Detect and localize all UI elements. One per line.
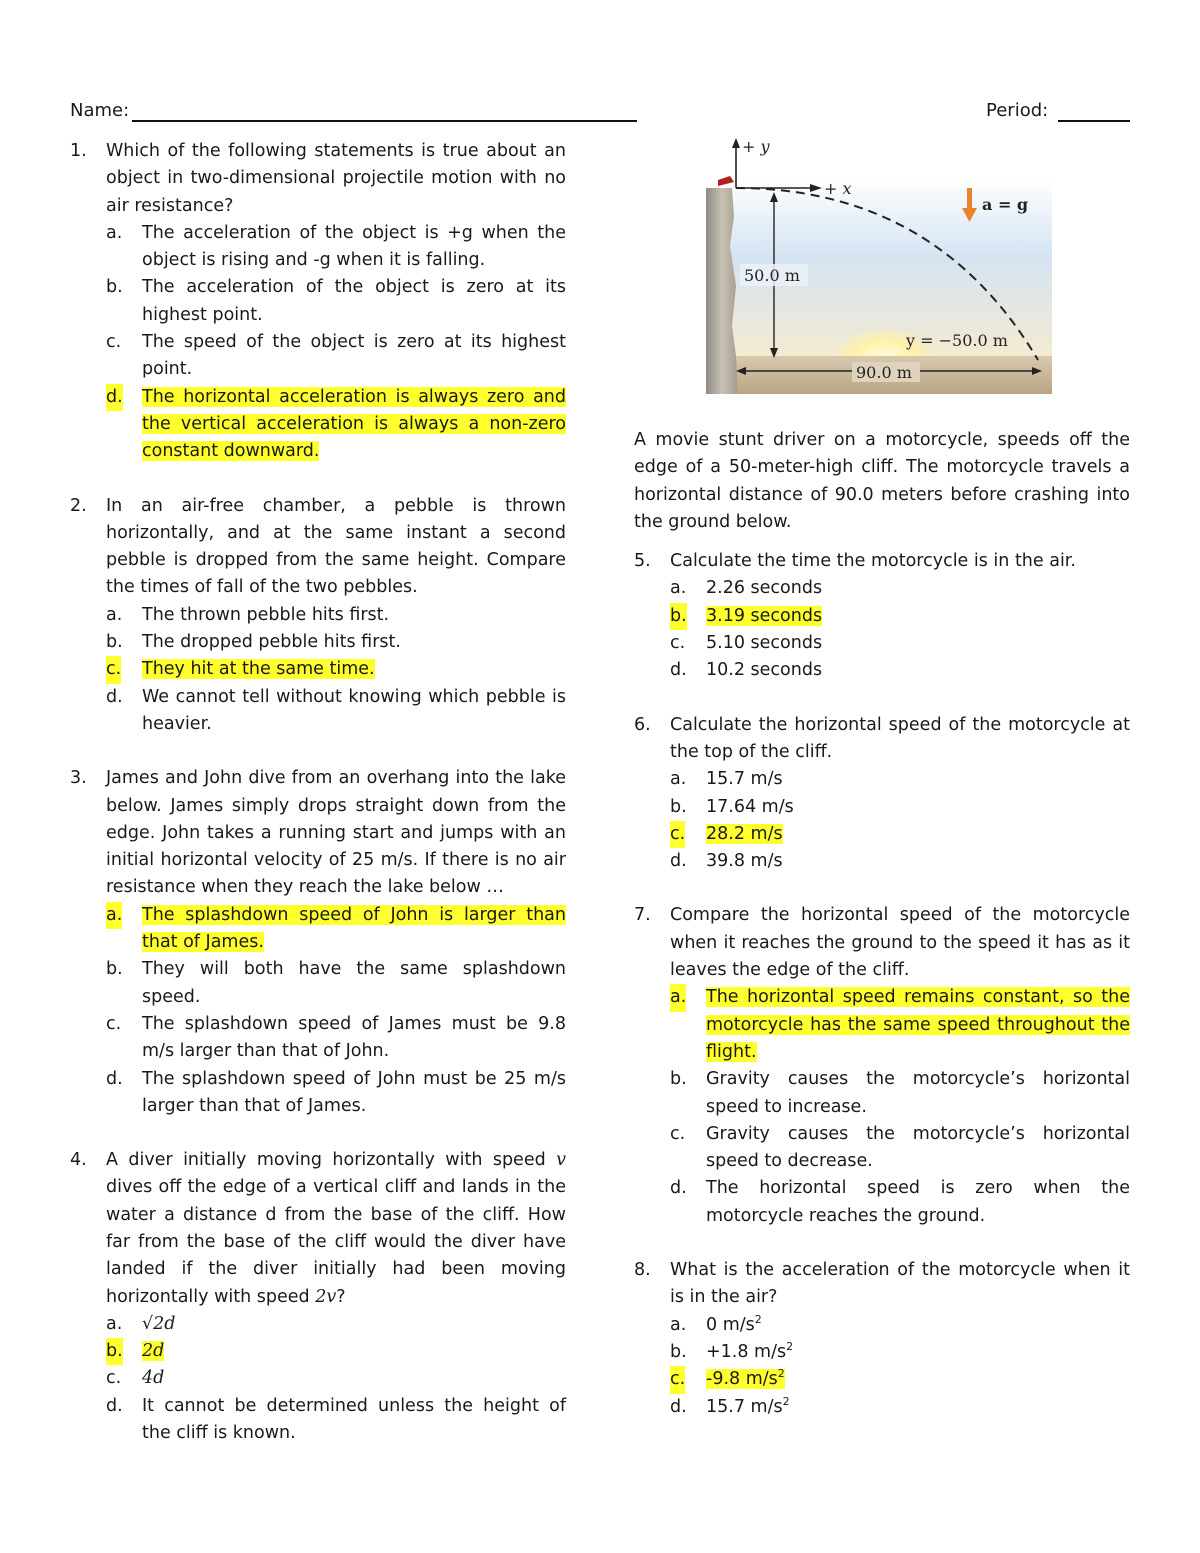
option-text: -9.8 m/s xyxy=(706,1369,778,1390)
option-d xyxy=(670,848,1130,875)
period-label: Period: xyxy=(986,100,1049,121)
option-text: The acceleration of the object is zero at its highest point. xyxy=(142,277,566,325)
option-d xyxy=(670,1394,1130,1421)
option-c xyxy=(106,1011,566,1066)
option-letter: c. xyxy=(106,656,121,683)
question-3 xyxy=(70,765,566,1120)
question-number: 7. xyxy=(634,905,651,926)
option-d xyxy=(106,684,566,739)
question-number: 8. xyxy=(634,1260,651,1281)
option-letter: a. xyxy=(106,604,123,625)
option-text: 10.2 seconds xyxy=(706,660,823,681)
option-text: 5.10 seconds xyxy=(706,633,823,654)
question-text: In an air-free chamber, a pebble is thrown horizontally, and at the same instant a second pebble is dropped from the same height. Compare the times of fall of the two pebbles. xyxy=(106,495,566,598)
option-letter: c. xyxy=(106,1013,122,1034)
question-text-part: ? xyxy=(336,1286,346,1307)
answer-highlight: 2d xyxy=(142,1341,165,1362)
height-label: 50.0 m xyxy=(744,266,800,285)
option-letter: a. xyxy=(670,769,687,790)
option-letter: b. xyxy=(106,632,123,653)
option-letter: d. xyxy=(106,1068,123,1089)
option-text: The horizontal speed is zero when the motorcycle reaches the ground. xyxy=(706,1178,1130,1226)
question-number: 1. xyxy=(70,141,87,161)
option-letter: b. xyxy=(670,1069,687,1090)
name-label: Name: xyxy=(70,100,130,121)
option-list xyxy=(670,575,1130,684)
option-list xyxy=(106,602,566,738)
question-1 xyxy=(70,138,566,466)
option-d xyxy=(106,1066,566,1121)
question-number: 5. xyxy=(634,551,651,572)
question-8 xyxy=(634,1257,1130,1421)
option-text: Gravity causes the motorcycle’s horizontal speed to increase. xyxy=(706,1069,1130,1117)
landing-label: y = −50.0 m xyxy=(906,331,1008,350)
option-a xyxy=(670,1312,1130,1339)
question-number: 4. xyxy=(70,1150,87,1171)
option-letter: a. xyxy=(106,222,123,243)
question-text: Calculate the time the motorcycle is in the air. xyxy=(670,551,1076,572)
option-text: 17.64 m/s xyxy=(706,796,794,817)
answer-highlight: The splashdown speed of John is larger than that of James. xyxy=(142,904,566,953)
question-number: 2. xyxy=(70,495,87,516)
option-a xyxy=(670,766,1130,793)
option-list xyxy=(106,902,566,1120)
option-letter: d. xyxy=(106,384,123,411)
answer-highlight: 3.19 seconds xyxy=(706,605,823,626)
question-number: 6. xyxy=(634,714,651,735)
option-d xyxy=(106,1393,566,1448)
answer-highlight: The horizontal acceleration is always zero and the vertical acceleration is always a non-zero constant downward. xyxy=(142,386,566,462)
question-text: What is the acceleration of the motorcycle when it is in the air? xyxy=(670,1260,1130,1308)
question-text: Which of the following statements is true about an object in two-dimensional projectile motion with no air resistance? xyxy=(106,141,566,216)
option-list xyxy=(670,984,1130,1230)
option-letter: d. xyxy=(106,686,123,707)
x-axis-label: + x xyxy=(824,179,852,198)
option-c xyxy=(106,329,566,384)
option-d xyxy=(670,657,1130,684)
option-letter: a. xyxy=(106,902,122,929)
option-letter: c. xyxy=(106,332,122,353)
acceleration-label: a = g xyxy=(982,195,1029,214)
option-list xyxy=(670,766,1130,875)
question-6 xyxy=(634,712,1130,876)
question-text: James and John dive from an overhang into the lake below. James simply drops straight down from the edge. John takes a running start and jumps with an initial horizontal velocity of 25 m/s. If there is no air resistance when they reach the lake below … xyxy=(106,768,566,898)
option-letter: a. xyxy=(670,1314,687,1335)
acceleration-arrow-shaft xyxy=(967,188,972,210)
option-letter: a. xyxy=(106,1313,123,1334)
option-b xyxy=(670,1066,1130,1121)
option-text: It cannot be determined unless the height of the cliff is known. xyxy=(142,1395,566,1444)
exponent: 2 xyxy=(782,1394,790,1408)
option-d-answer xyxy=(106,384,566,466)
option-letter: d. xyxy=(670,660,687,681)
option-letter: c. xyxy=(670,821,685,848)
question-text: Compare the horizontal speed of the motorcycle when it reaches the ground to the speed it has as it leaves the edge of the cliff. xyxy=(670,905,1130,981)
exponent: 2 xyxy=(786,1339,794,1353)
option-d xyxy=(670,1175,1130,1230)
option-a xyxy=(106,220,566,275)
y-axis-arrow xyxy=(732,138,740,148)
question-text-part: dives off the edge of a vertical cliff and lands in the water a distance d from the base of the cliff. How far from the base of the cliff would the diver have landed if the diver initially had been moving horizontally with speed xyxy=(106,1177,566,1307)
option-c-answer xyxy=(670,821,1130,848)
option-list xyxy=(670,1312,1130,1421)
math-variable-v: v xyxy=(556,1150,566,1171)
option-b xyxy=(670,794,1130,821)
option-c-answer xyxy=(106,656,566,683)
option-letter: b. xyxy=(106,959,123,980)
option-text: The speed of the object is zero at its highest point. xyxy=(142,332,566,380)
answer-highlight xyxy=(706,1369,785,1389)
option-text: Gravity causes the motorcycle’s horizontal speed to decrease. xyxy=(706,1123,1130,1172)
option-a xyxy=(106,602,566,629)
option-text: 15.7 m/s xyxy=(706,1396,783,1417)
name-blank-line xyxy=(132,120,637,122)
option-text: 2.26 seconds xyxy=(706,578,823,599)
answer-highlight: The horizontal speed remains constant, so the motorcycle has the same speed throughout the flight. xyxy=(706,987,1130,1062)
scenario-intro: A movie stunt driver on a motorcycle, speeds off the edge of a 50-meter-high cliff. The motorcycle travels a horizontal distance of 90.0 meters before crashing into the ground below. xyxy=(634,430,1130,532)
option-list xyxy=(106,220,566,466)
option-text: +1.8 m/s xyxy=(706,1341,787,1362)
option-letter: c. xyxy=(670,633,686,654)
option-b-answer xyxy=(670,603,1130,630)
option-letter: a. xyxy=(670,578,687,599)
option-math: √2d xyxy=(142,1313,176,1334)
diagram-svg xyxy=(706,136,1052,394)
option-math: 4d xyxy=(142,1368,165,1389)
option-letter: c. xyxy=(106,1368,122,1389)
option-text: The splashdown speed of John must be 25 m/s larger than that of James. xyxy=(142,1068,566,1116)
option-letter: b. xyxy=(670,603,687,630)
option-c xyxy=(670,630,1130,657)
option-text: The acceleration of the object is +g when the object is rising and -g when it is falling. xyxy=(142,222,566,271)
option-a-answer xyxy=(670,984,1130,1066)
option-b-answer xyxy=(106,1338,566,1365)
exponent: 2 xyxy=(754,1312,762,1326)
option-letter: b. xyxy=(106,277,123,298)
option-letter: d. xyxy=(670,1178,687,1199)
option-text: The thrown pebble hits first. xyxy=(142,604,390,625)
option-text: The dropped pebble hits first. xyxy=(142,632,401,653)
option-text: 15.7 m/s xyxy=(706,769,783,790)
option-letter: d. xyxy=(670,1396,687,1417)
option-letter: b. xyxy=(670,796,687,817)
option-letter: d. xyxy=(106,1395,123,1416)
option-letter: b. xyxy=(106,1338,123,1365)
option-a xyxy=(106,1311,566,1338)
option-letter: d. xyxy=(670,851,687,872)
question-7 xyxy=(634,902,1130,1230)
distance-label: 90.0 m xyxy=(856,363,912,382)
option-a-answer xyxy=(106,902,566,957)
answer-highlight: 28.2 m/s xyxy=(706,823,783,844)
question-4 xyxy=(70,1147,566,1447)
question-text xyxy=(106,1147,566,1311)
math-variable-2v: 2v xyxy=(315,1286,337,1307)
option-a xyxy=(670,575,1130,602)
left-column xyxy=(70,138,566,1474)
option-text: 39.8 m/s xyxy=(706,851,783,872)
option-letter: c. xyxy=(670,1366,685,1393)
option-text: We cannot tell without knowing which pebble is heavier. xyxy=(142,686,566,734)
answer-highlight: They hit at the same time. xyxy=(142,659,375,680)
option-b xyxy=(106,629,566,656)
y-axis-label: + y xyxy=(742,137,770,156)
option-letter: c. xyxy=(670,1123,686,1144)
question-text-part: A diver initially moving horizontally with speed xyxy=(106,1150,557,1171)
period-blank-line xyxy=(1058,120,1130,122)
projectile-diagram xyxy=(706,136,1052,394)
option-c-answer xyxy=(670,1366,1130,1393)
question-text: Calculate the horizontal speed of the motorcycle at the top of the cliff. xyxy=(670,714,1130,762)
cliff xyxy=(706,188,738,394)
question-number: 3. xyxy=(70,768,87,789)
option-b xyxy=(670,1339,1130,1366)
worksheet-header xyxy=(70,100,1132,126)
exponent: 2 xyxy=(777,1367,785,1381)
option-list xyxy=(106,1311,566,1447)
option-b xyxy=(106,956,566,1011)
option-text: The splashdown speed of James must be 9.8 m/s larger than that of John. xyxy=(142,1013,566,1062)
option-letter: a. xyxy=(670,984,686,1011)
option-letter: b. xyxy=(670,1341,687,1362)
option-b xyxy=(106,274,566,329)
option-text: 0 m/s xyxy=(706,1314,755,1335)
question-2 xyxy=(70,493,566,739)
option-c xyxy=(670,1121,1130,1176)
option-text: They will both have the same splashdown speed. xyxy=(142,959,566,1007)
right-column xyxy=(634,427,1130,1448)
option-c xyxy=(106,1365,566,1392)
question-5 xyxy=(634,548,1130,684)
